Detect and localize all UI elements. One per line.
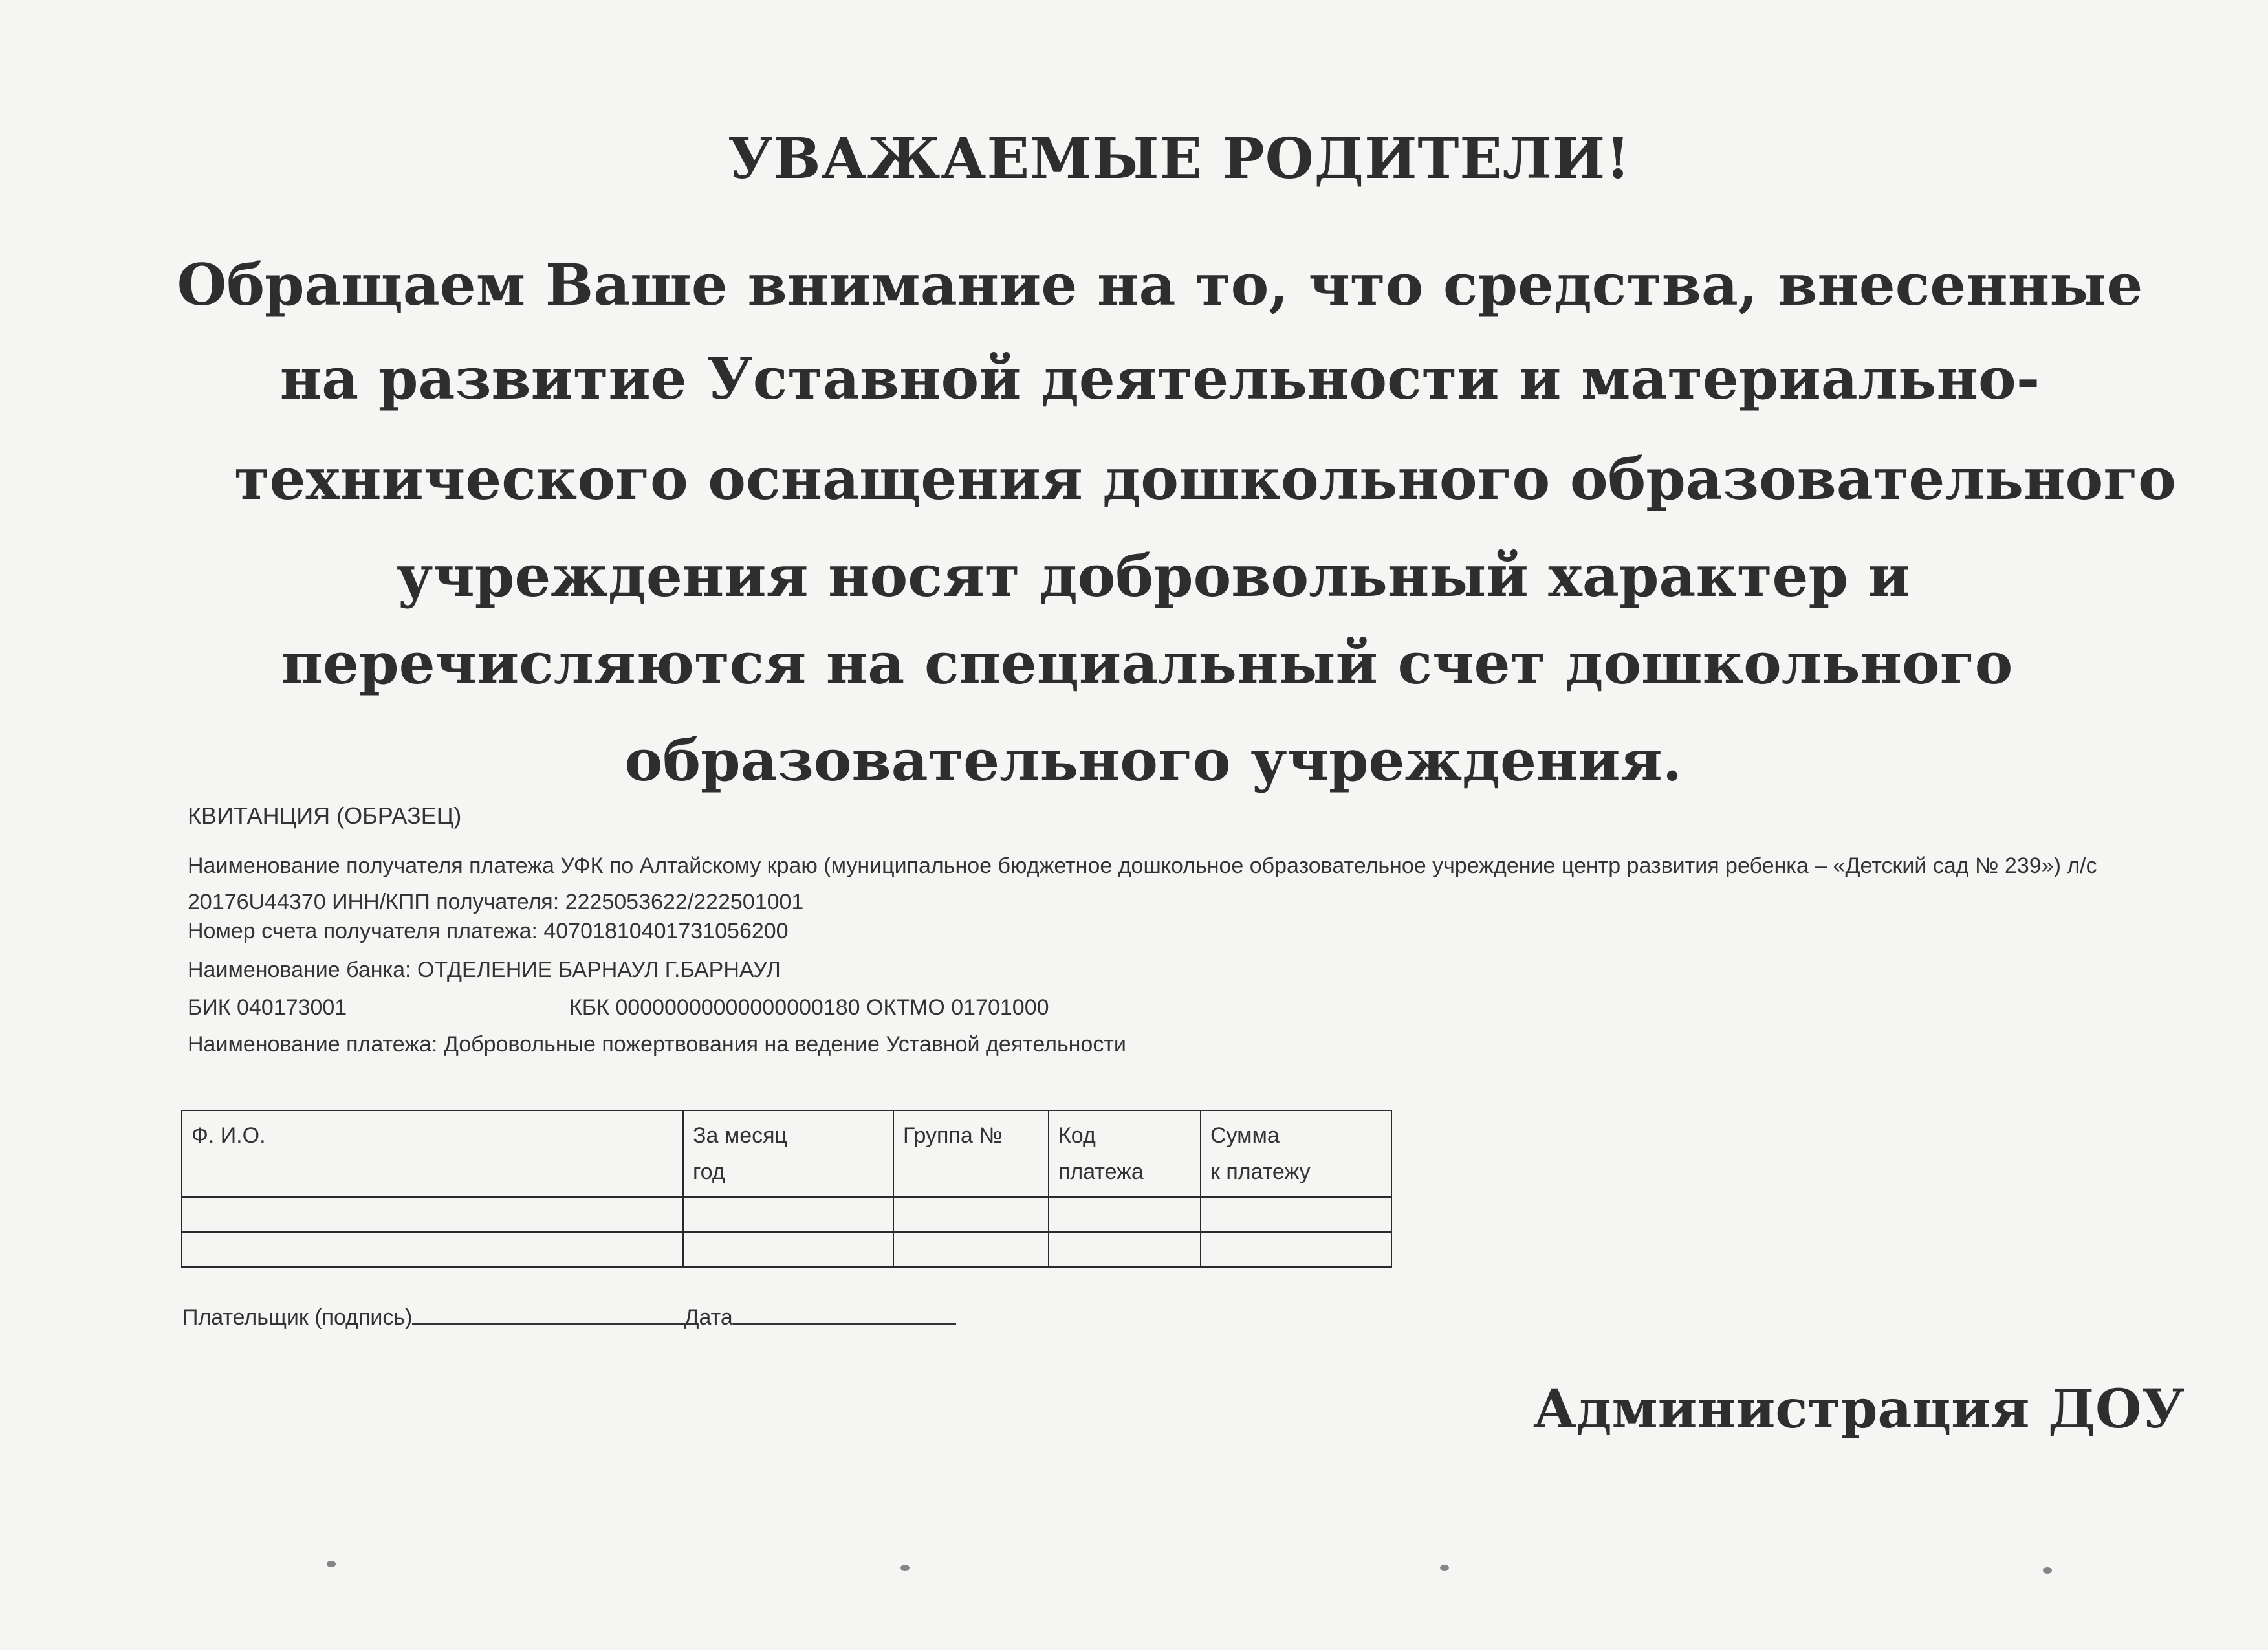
scan-speck (327, 1561, 336, 1567)
notice-title: УВАЖАЕМЫЕ РОДИТЕЛИ! (728, 126, 1631, 192)
table-cell (182, 1232, 683, 1267)
table-row (182, 1197, 1391, 1232)
notice-line-1: Обращаем Ваше внимание на то, что средства, внесенные (177, 251, 2143, 318)
table-cell (683, 1232, 893, 1267)
date-blank (733, 1304, 956, 1325)
notice-line-5: перечисляются на специальный счет дошкольного (281, 630, 2013, 697)
header-sum (1201, 1110, 1391, 1197)
administration-signoff: Администрация ДОУ (1533, 1378, 2185, 1440)
payment-table (181, 1110, 1392, 1268)
header-fio-label: Ф. И.О. (191, 1123, 266, 1148)
notice-line-6: образовательного учреждения. (624, 727, 1683, 794)
table-cell (1049, 1232, 1201, 1267)
receipt-purpose: Наименование платежа: Добровольные пожертвования на ведение Уставной деятельности (188, 1032, 1126, 1057)
header-year-label: год (693, 1160, 725, 1184)
header-code-label: Код (1058, 1123, 1096, 1148)
header-code-label-2: платежа (1058, 1160, 1144, 1184)
date-label: Дата (684, 1305, 733, 1330)
notice-line-4: учреждения носят добровольный характер и (397, 542, 1910, 610)
scan-speck (900, 1565, 910, 1571)
header-sum-label-2: к платежу (1210, 1160, 1311, 1184)
receipt-bank: Наименование банка: ОТДЕЛЕНИЕ БАРНАУЛ Г.БАРНАУЛ (188, 958, 781, 982)
signature-blank (412, 1304, 684, 1325)
receipt-recipient: Наименование получателя платежа УФК по Алтайскому краю (муниципальное бюджетное дошкольное образовательное учреждение центр развития ребенка – «Детский сад № 239») л/с 20176U44370 ИНН/КПП получателя: 2225053622/222501001 (188, 853, 2097, 914)
payer-signature-label: Плательщик (подпись) (182, 1305, 413, 1330)
header-fio (182, 1110, 683, 1197)
table-row (182, 1232, 1391, 1267)
table-cell (1201, 1232, 1391, 1267)
header-month (683, 1110, 893, 1197)
table-cell (1049, 1197, 1201, 1232)
table-cell (893, 1232, 1049, 1267)
signature-line (182, 1304, 956, 1330)
notice-line-2: на развитие Уставной деятельности и материально- (279, 345, 2040, 412)
receipt-bik: БИК 040173001 (188, 995, 347, 1020)
table-cell (893, 1197, 1049, 1232)
header-month-label: За месяц (693, 1123, 788, 1148)
header-code (1049, 1110, 1201, 1197)
receipt-kbk-oktmo: КБК 00000000000000000180 ОКТМО 01701000 (569, 995, 1049, 1020)
header-sum-label: Сумма (1210, 1123, 1280, 1148)
scan-speck (2043, 1567, 2052, 1574)
table-cell (182, 1197, 683, 1232)
header-group (893, 1110, 1049, 1197)
receipt-account: Номер счета получателя платежа: 40701810401731056200 (188, 919, 789, 943)
table-header-row (182, 1110, 1391, 1197)
scan-speck (1440, 1565, 1449, 1571)
table-cell (683, 1197, 893, 1232)
notice-line-3: технического оснащения дошкольного образовательного (234, 445, 2176, 512)
header-group-label: Группа № (903, 1123, 1003, 1148)
receipt-heading: КВИТАНЦИЯ (ОБРАЗЕЦ) (188, 802, 462, 829)
table-cell (1201, 1197, 1391, 1232)
